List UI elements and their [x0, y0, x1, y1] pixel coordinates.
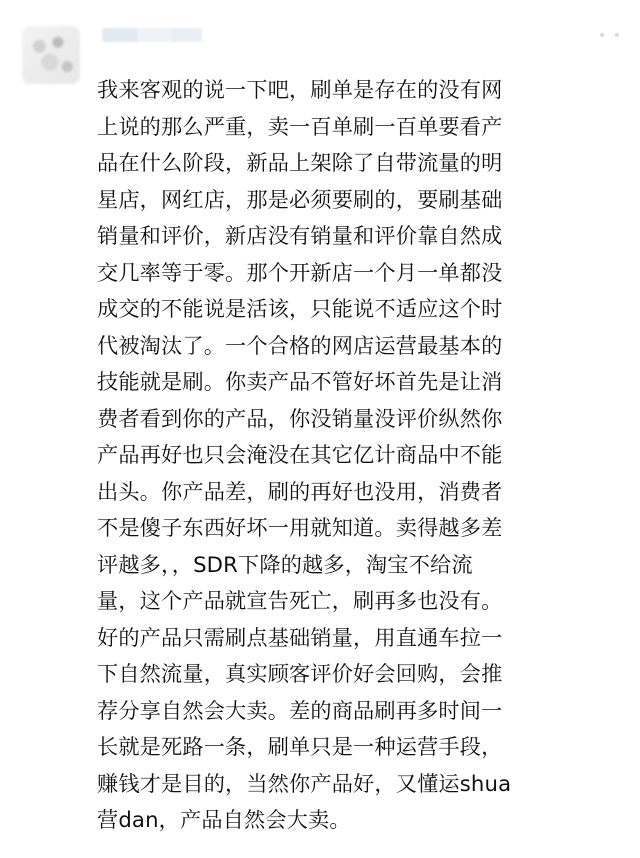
post-text-line: 不是傻子东西好坏一用就知道。卖得越多差	[97, 515, 503, 540]
post-text-line: 好的产品只需刷点基础销量，用直通车拉一	[97, 624, 503, 650]
post-text-line: 荐分享自然会大卖。差的商品刷再多时间一	[97, 697, 503, 723]
post-text-line: 长就是死路一条，刷单只是一种运营手段，	[97, 734, 503, 759]
username-blurred[interactable]	[102, 28, 202, 42]
more-options-icon[interactable]: • •	[598, 28, 622, 44]
post-text-line: 出头。你产品差，刷的再好也没用，消费者	[97, 478, 503, 504]
post-text-line: 下自然流量，真实顾客评价好会回购，会推	[97, 661, 503, 686]
post-text-line: 赚钱才是目的，当然你产品好，又懂运shua	[97, 770, 512, 796]
post-text-line: 技能就是刷。你卖产品不管好坏首先是让消	[97, 369, 503, 394]
post-text-line: 评越多，，SDR下降的越多，淘宝不给流	[97, 551, 473, 577]
post-text-line: 上说的那么严重，卖一百单刷一百单要看产	[97, 113, 503, 139]
post-text-line: 交几率等于零。那个开新店一个月一单都没	[97, 259, 503, 285]
post-text-line: 销量和评价，新店没有销量和评价靠自然成	[97, 223, 503, 248]
post-text-line: 费者看到你的产品，你没销量没评价纵然你	[97, 405, 503, 431]
post-text-line: 营dan，产品自然会大卖。	[97, 807, 351, 832]
post-text-line: 代被淘汰了。一个合格的网店运营最基本的	[97, 332, 503, 358]
post-content	[97, 72, 610, 839]
post-text-line: 成交的不能说是活该，只能说不适应这个时	[97, 296, 503, 321]
post-text-line: 星店，网红店，那是必须要刷的，要刷基础	[97, 186, 503, 212]
post-text-line: 品在什么阶段，新品上架除了自带流量的明	[97, 150, 503, 175]
post-text-line: 量，这个产品就宣告死亡，刷再多也没有。	[97, 588, 503, 613]
post-text-line: 我来客观的说一下吧，刷单是存在的没有网	[97, 77, 503, 102]
avatar[interactable]	[22, 26, 80, 84]
post-text-line: 产品再好也只会淹没在其它亿计商品中不能	[97, 442, 503, 467]
post-header	[0, 0, 640, 68]
